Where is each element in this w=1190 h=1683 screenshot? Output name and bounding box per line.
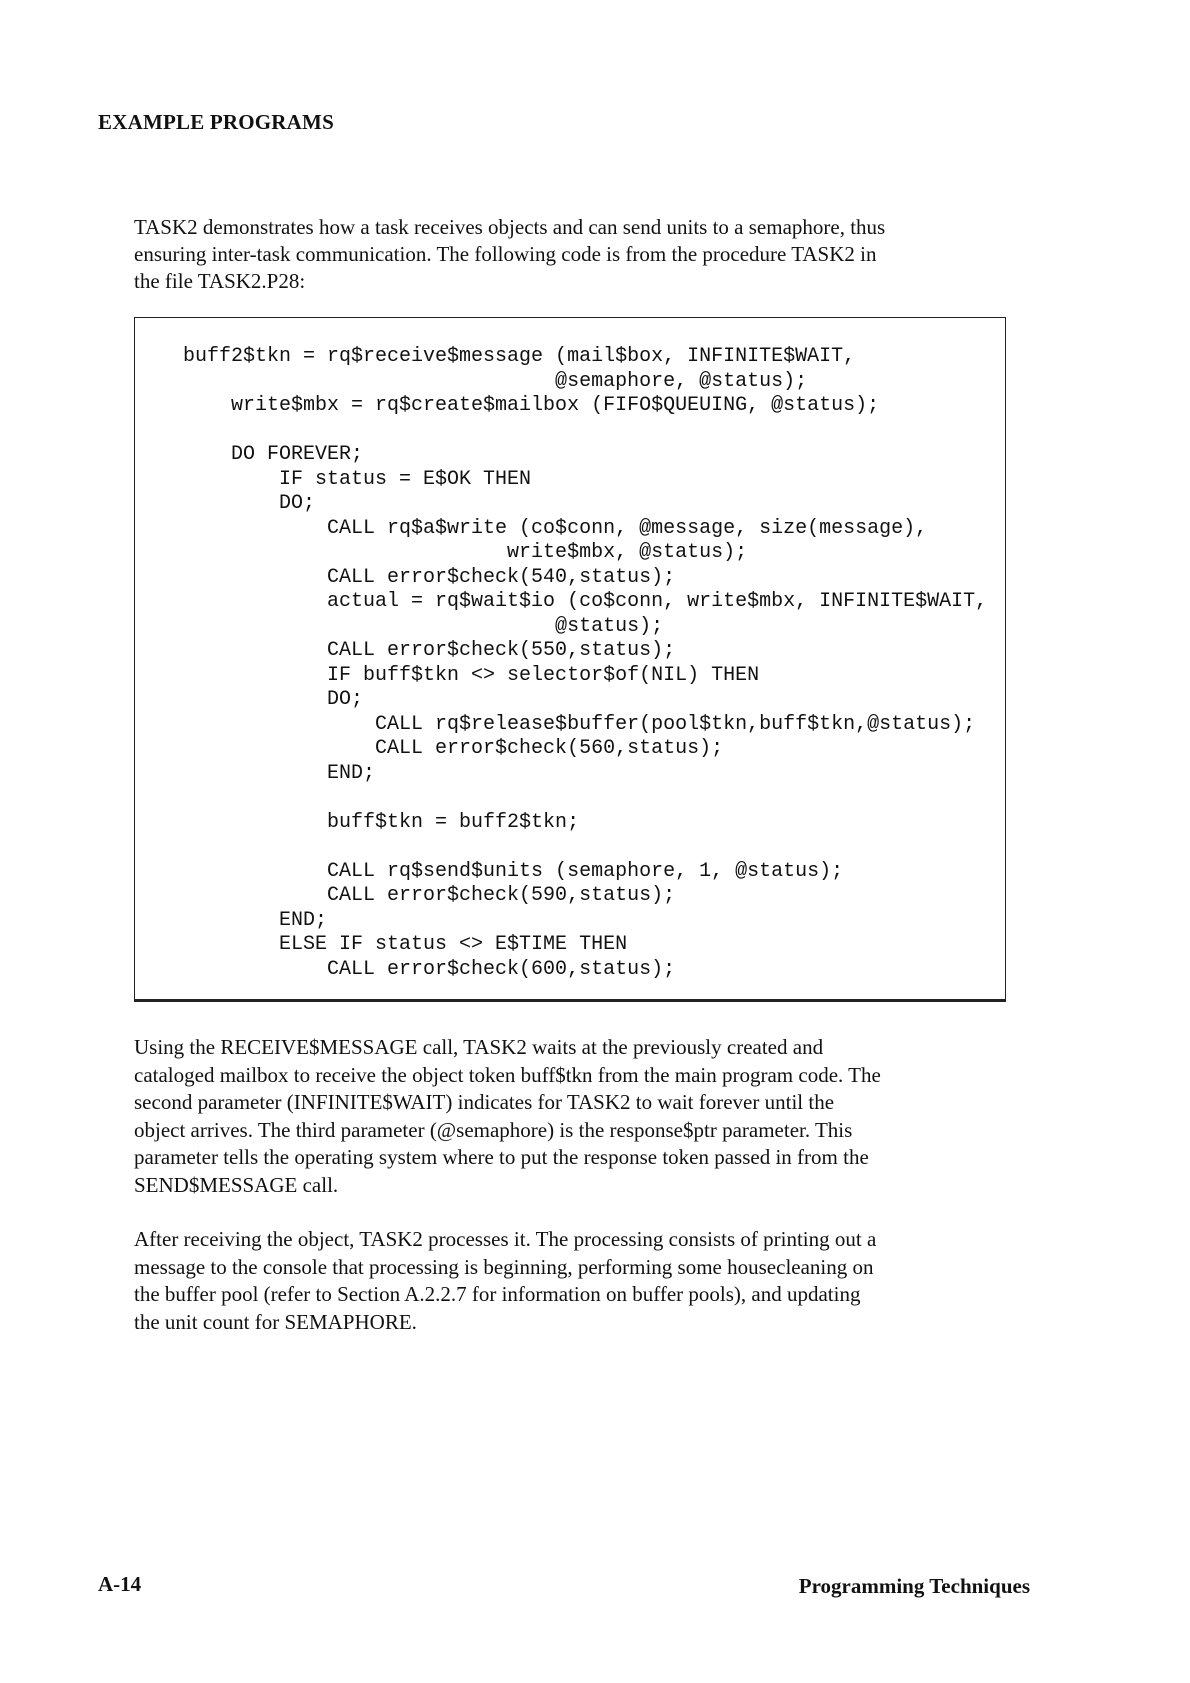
code-line: END; [183,761,376,785]
intro-line: the file TASK2.P28: [134,269,306,293]
code-listing [183,345,987,982]
paragraph-line: second parameter (INFINITE$WAIT) indicates for TASK2 to wait forever until the [134,1090,835,1114]
code-line: DO; [183,492,316,515]
code-line: CALL error$check(540,status); [183,565,676,589]
code-line: write$mbx = rq$create$mailbox (FIFO$QUEUING, @status); [183,394,880,417]
paragraph-line: Using the RECEIVE$MESSAGE call, TASK2 waits at the previously created and [134,1035,824,1059]
code-line: write$mbx, @status); [183,541,748,564]
code-line: CALL error$check(560,status); [183,737,724,760]
page-number: A-14 [98,1572,142,1596]
paragraph-line: SEND$MESSAGE call. [134,1172,339,1197]
paragraph-line: the buffer pool (refer to Section A.2.2.7 for information on buffer pools), and updating [134,1282,861,1306]
paragraph-line: parameter tells the operating system where to put the response token passed in from the [134,1145,869,1169]
paragraph-line: After receiving the object, TASK2 processes it. The processing consists of printing out a [134,1227,877,1251]
intro-line: TASK2 demonstrates how a task receives objects and can send units to a semaphore, thus [134,215,886,239]
code-line: CALL error$check(550,status); [183,639,676,662]
code-line: buff2$tkn = rq$receive$message (mail$box, INFINITE$WAIT, [183,345,856,368]
code-line: IF buff$tkn <> selector$of(NIL) THEN [183,663,760,687]
code-line: CALL error$check(590,status); [183,884,676,907]
code-listing-box [134,317,1006,1002]
code-line [183,786,987,811]
code-line: ELSE IF status <> E$TIME THEN [183,933,628,956]
code-line: @semaphore, @status); [183,369,808,393]
code-line [183,419,987,444]
code-line: @status); [183,614,664,638]
section-header: EXAMPLE PROGRAMS [98,110,334,134]
chapter-title: Programming Techniques [798,1574,1030,1598]
intro-paragraph [134,214,1014,295]
paragraph-line: the unit count for SEMAPHORE. [134,1309,417,1334]
code-line: buff$tkn = buff2$tkn; [183,810,580,834]
code-line: DO FOREVER; [183,443,364,466]
code-line: DO; [183,688,364,711]
code-line [183,835,987,860]
paragraph-line: cataloged mailbox to receive the object token buff$tkn from the main program code. The [134,1062,881,1087]
paragraph-line: message to the console that processing is beginning, performing some housecleaning on [134,1254,874,1279]
code-line: actual = rq$wait$io (co$conn, write$mbx, INFINITE$WAIT, [183,590,988,613]
code-line: IF status = E$OK THEN [183,467,532,491]
code-line: END; [183,908,328,932]
intro-line: ensuring inter-task communication. The following code is from the procedure TASK2 in [134,242,877,266]
processing-paragraph [134,1226,1014,1336]
code-line: CALL rq$send$units (semaphore, 1, @status); [183,859,844,883]
receive-message-paragraph [134,1034,1014,1199]
paragraph-line: object arrives. The third parameter (@semaphore) is the response$ptr parameter. This [134,1117,853,1142]
code-line: CALL rq$release$buffer(pool$tkn,buff$tkn,@status); [183,712,976,736]
code-line: CALL error$check(600,status); [183,957,676,981]
code-line: CALL rq$a$write (co$conn, @message, size(message), [183,516,928,540]
